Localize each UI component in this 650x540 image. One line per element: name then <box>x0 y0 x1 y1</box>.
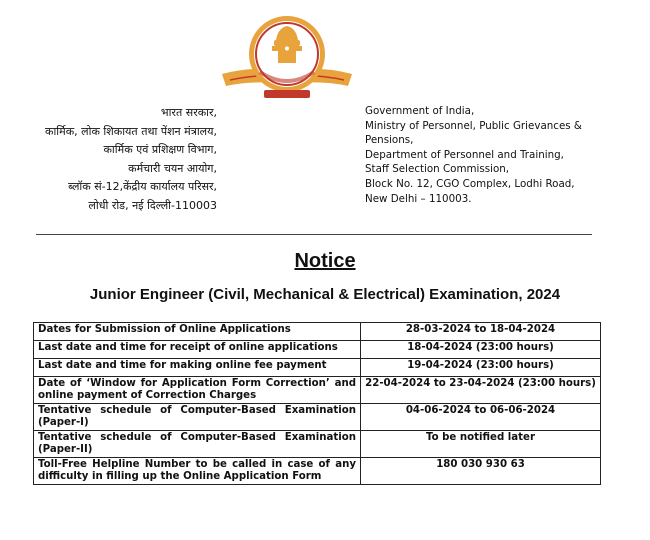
emblem-icon <box>212 10 362 106</box>
table-row <box>34 431 601 458</box>
table-row <box>34 341 601 359</box>
table-row <box>34 404 601 431</box>
event-cell: Date of ‘Window for Application Form Correction’ and online payment of Correction Charges <box>34 377 361 404</box>
ssc-emblem-logo <box>212 10 362 106</box>
table-row <box>34 323 601 341</box>
english-address-line: Staff Selection Commission, <box>365 163 510 176</box>
hindi-address-line: लोधी रोड, नई दिल्ली-110003 <box>88 198 217 212</box>
hindi-address-line: ब्लॉक सं-12,केंद्रीय कार्यालय परिसर, <box>68 180 217 193</box>
event-cell: Tentative schedule of Computer-Based Examination (Paper-I) <box>34 404 361 431</box>
table-row <box>34 359 601 377</box>
event-cell: Last date and time for making online fee payment <box>34 359 361 377</box>
english-address-line: New Delhi – 110003. <box>365 192 472 205</box>
hindi-address-line: भारत सरकार, <box>160 106 217 119</box>
notice-title: Notice <box>294 250 356 272</box>
event-cell: Last date and time for receipt of online applications <box>34 341 361 359</box>
english-address-line: Government of India, <box>365 105 475 117</box>
schedule-table <box>33 322 601 485</box>
hindi-address-block <box>10 104 217 215</box>
table-row <box>34 377 601 404</box>
english-address-block <box>365 104 600 206</box>
english-address-line: Block No. 12, CGO Complex, Lodhi Road, <box>365 177 575 190</box>
event-cell: Tentative schedule of Computer-Based Examination (Paper-II) <box>34 431 361 458</box>
date-cell: 04-06-2024 to 06-06-2024 <box>361 404 601 431</box>
hindi-address-line: कार्मिक, लोक शिकायत तथा पेंशन मंत्रालय, <box>45 124 217 138</box>
header-divider <box>36 234 592 235</box>
date-cell: 28-03-2024 to 18-04-2024 <box>361 323 601 341</box>
hindi-address-line: कार्मिक एवं प्रशिक्षण विभाग, <box>103 143 217 156</box>
date-cell: 22-04-2024 to 23-04-2024 (23:00 hours) <box>361 377 601 404</box>
exam-title: Junior Engineer (Civil, Mechanical & Electrical) Examination, 2024 <box>89 286 561 303</box>
date-cell: 180 030 930 63 <box>361 458 601 485</box>
hindi-address-line: कर्मचारी चयन आयोग, <box>128 161 217 175</box>
date-cell: 19-04-2024 (23:00 hours) <box>361 359 601 377</box>
table-row <box>34 458 601 485</box>
date-cell: To be notified later <box>361 431 601 458</box>
event-cell: Dates for Submission of Online Applications <box>34 323 361 341</box>
english-address-line: Department of Personnel and Training, <box>365 148 564 161</box>
event-cell: Toll-Free Helpline Number to be called in case of any difficulty in filling up the Online Application Form <box>34 458 361 485</box>
date-cell: 18-04-2024 (23:00 hours) <box>361 341 601 359</box>
english-address-line: Ministry of Personnel, Public Grievances & Pensions, <box>365 119 582 147</box>
